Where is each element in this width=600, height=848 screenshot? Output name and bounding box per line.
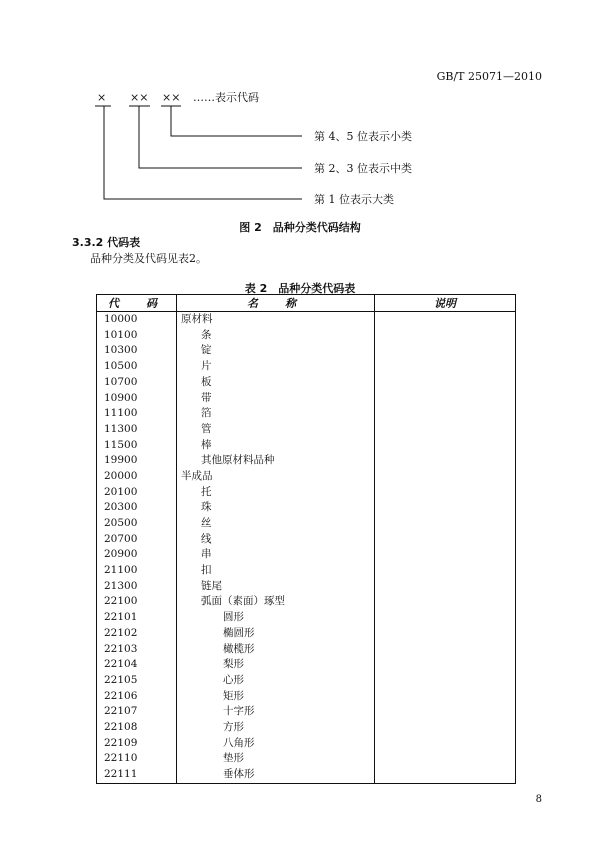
row-code: 10900 xyxy=(97,390,177,406)
row-code: 22110 xyxy=(97,751,177,767)
table-row xyxy=(97,767,516,784)
row-note xyxy=(375,343,516,359)
row-note xyxy=(375,547,516,563)
row-code: 19900 xyxy=(97,453,177,469)
table-row xyxy=(97,532,516,548)
row-note xyxy=(375,657,516,673)
row-code: 22101 xyxy=(97,610,177,626)
row-code: 22109 xyxy=(97,736,177,752)
table-row xyxy=(97,720,516,736)
table-row xyxy=(97,751,516,767)
row-note xyxy=(375,422,516,438)
row-code: 11100 xyxy=(97,406,177,422)
table-row xyxy=(97,594,516,610)
code-digit-1: × xyxy=(97,91,107,104)
row-name: 托 xyxy=(177,485,375,501)
table-row xyxy=(97,704,516,720)
row-code: 10500 xyxy=(97,359,177,375)
row-name: 串 xyxy=(177,547,375,563)
row-name: 梨形 xyxy=(177,657,375,673)
row-note xyxy=(375,406,516,422)
row-code: 21300 xyxy=(97,579,177,595)
row-name: 心形 xyxy=(177,673,375,689)
bracket-small-class xyxy=(171,106,302,136)
row-note xyxy=(375,312,516,328)
table-row xyxy=(97,547,516,563)
row-code: 20000 xyxy=(97,469,177,485)
row-code: 22105 xyxy=(97,673,177,689)
row-code: 20700 xyxy=(97,532,177,548)
table-row xyxy=(97,641,516,657)
table-row xyxy=(97,689,516,705)
table-row xyxy=(97,626,516,642)
row-note xyxy=(375,500,516,516)
row-name: 带 xyxy=(177,390,375,406)
label-large-class: 第 1 位表示大类 xyxy=(314,193,394,206)
row-note xyxy=(375,751,516,767)
code-structure-diagram xyxy=(0,0,600,240)
row-code: 22103 xyxy=(97,641,177,657)
table-row xyxy=(97,359,516,375)
table-row xyxy=(97,453,516,469)
row-name: 珠 xyxy=(177,500,375,516)
row-name: 片 xyxy=(177,359,375,375)
row-note xyxy=(375,485,516,501)
table-row xyxy=(97,657,516,673)
row-name: 弧面（素面）琢型 xyxy=(177,594,375,610)
table-row xyxy=(97,736,516,752)
row-note xyxy=(375,704,516,720)
row-code: 10000 xyxy=(97,312,177,328)
row-name: 线 xyxy=(177,532,375,548)
row-note xyxy=(375,469,516,485)
row-name: 方形 xyxy=(177,720,375,736)
row-note xyxy=(375,328,516,344)
row-code: 20500 xyxy=(97,516,177,532)
table-row xyxy=(97,343,516,359)
row-name: 十字形 xyxy=(177,704,375,720)
row-note xyxy=(375,438,516,454)
table-row xyxy=(97,422,516,438)
row-code: 20300 xyxy=(97,500,177,516)
row-name: 橄榄形 xyxy=(177,641,375,657)
header-code: 代 码 xyxy=(97,295,177,312)
header-note: 说明 xyxy=(375,295,516,312)
row-name: 箔 xyxy=(177,406,375,422)
table-caption: 表 2 品种分类代码表 xyxy=(244,282,356,295)
row-name: 锭 xyxy=(177,343,375,359)
row-note xyxy=(375,594,516,610)
table-row xyxy=(97,469,516,485)
row-note xyxy=(375,359,516,375)
table-row xyxy=(97,610,516,626)
row-code: 21100 xyxy=(97,563,177,579)
row-name: 板 xyxy=(177,375,375,391)
label-middle-class: 第 2、3 位表示中类 xyxy=(314,162,412,175)
table-body xyxy=(97,312,516,784)
section-body: 品种分类及代码见表2。 xyxy=(90,252,207,265)
row-note xyxy=(375,641,516,657)
code-digits-2-3: ×× xyxy=(130,91,149,104)
table-header-row xyxy=(97,295,516,312)
page-number: 8 xyxy=(535,794,542,805)
table-row xyxy=(97,390,516,406)
label-small-class: 第 4、5 位表示小类 xyxy=(314,130,412,143)
row-code: 22106 xyxy=(97,689,177,705)
row-note xyxy=(375,767,516,784)
row-code: 10700 xyxy=(97,375,177,391)
row-code: 20100 xyxy=(97,485,177,501)
row-name: 链尾 xyxy=(177,579,375,595)
row-note xyxy=(375,720,516,736)
row-note xyxy=(375,689,516,705)
code-digits-4-5: ×× xyxy=(162,91,181,104)
row-note xyxy=(375,626,516,642)
row-name: 丝 xyxy=(177,516,375,532)
bracket-middle-class xyxy=(139,106,302,168)
row-code: 22108 xyxy=(97,720,177,736)
table-row xyxy=(97,375,516,391)
section-heading: 3.3.2 代码表 xyxy=(72,236,141,249)
row-name: 垫形 xyxy=(177,751,375,767)
row-code: 11500 xyxy=(97,438,177,454)
row-name: 垂体形 xyxy=(177,767,375,784)
row-name: 椭圆形 xyxy=(177,626,375,642)
table-row xyxy=(97,406,516,422)
row-name: 条 xyxy=(177,328,375,344)
figure-caption: 图 2 品种分类代码结构 xyxy=(239,221,361,234)
table-row xyxy=(97,673,516,689)
table-row xyxy=(97,485,516,501)
row-note xyxy=(375,532,516,548)
row-name: 其他原材料品种 xyxy=(177,453,375,469)
row-name: 原材料 xyxy=(177,312,375,328)
row-name: 扣 xyxy=(177,563,375,579)
row-name: 八角形 xyxy=(177,736,375,752)
row-code: 22111 xyxy=(97,767,177,784)
variety-code-table xyxy=(96,294,516,784)
table-row xyxy=(97,438,516,454)
header-name: 名 称 xyxy=(177,295,375,312)
row-name: 棒 xyxy=(177,438,375,454)
row-code: 10100 xyxy=(97,328,177,344)
row-code: 22104 xyxy=(97,657,177,673)
row-note xyxy=(375,516,516,532)
row-note xyxy=(375,579,516,595)
row-note xyxy=(375,390,516,406)
row-note xyxy=(375,453,516,469)
standard-number: GB/T 25071—2010 xyxy=(436,70,542,83)
row-name: 管 xyxy=(177,422,375,438)
row-note xyxy=(375,610,516,626)
row-note xyxy=(375,375,516,391)
row-code: 10300 xyxy=(97,343,177,359)
row-code: 11300 xyxy=(97,422,177,438)
row-code: 22102 xyxy=(97,626,177,642)
row-note xyxy=(375,563,516,579)
table-row xyxy=(97,328,516,344)
row-code: 20900 xyxy=(97,547,177,563)
table-row xyxy=(97,500,516,516)
row-code: 22107 xyxy=(97,704,177,720)
code-suffix: ……表示代码 xyxy=(193,91,259,104)
table-row xyxy=(97,516,516,532)
bracket-large-class xyxy=(104,106,302,199)
table-row xyxy=(97,579,516,595)
table-row xyxy=(97,563,516,579)
row-name: 矩形 xyxy=(177,689,375,705)
row-name: 圆形 xyxy=(177,610,375,626)
row-name: 半成品 xyxy=(177,469,375,485)
row-note xyxy=(375,673,516,689)
row-code: 22100 xyxy=(97,594,177,610)
table-row xyxy=(97,312,516,328)
row-note xyxy=(375,736,516,752)
